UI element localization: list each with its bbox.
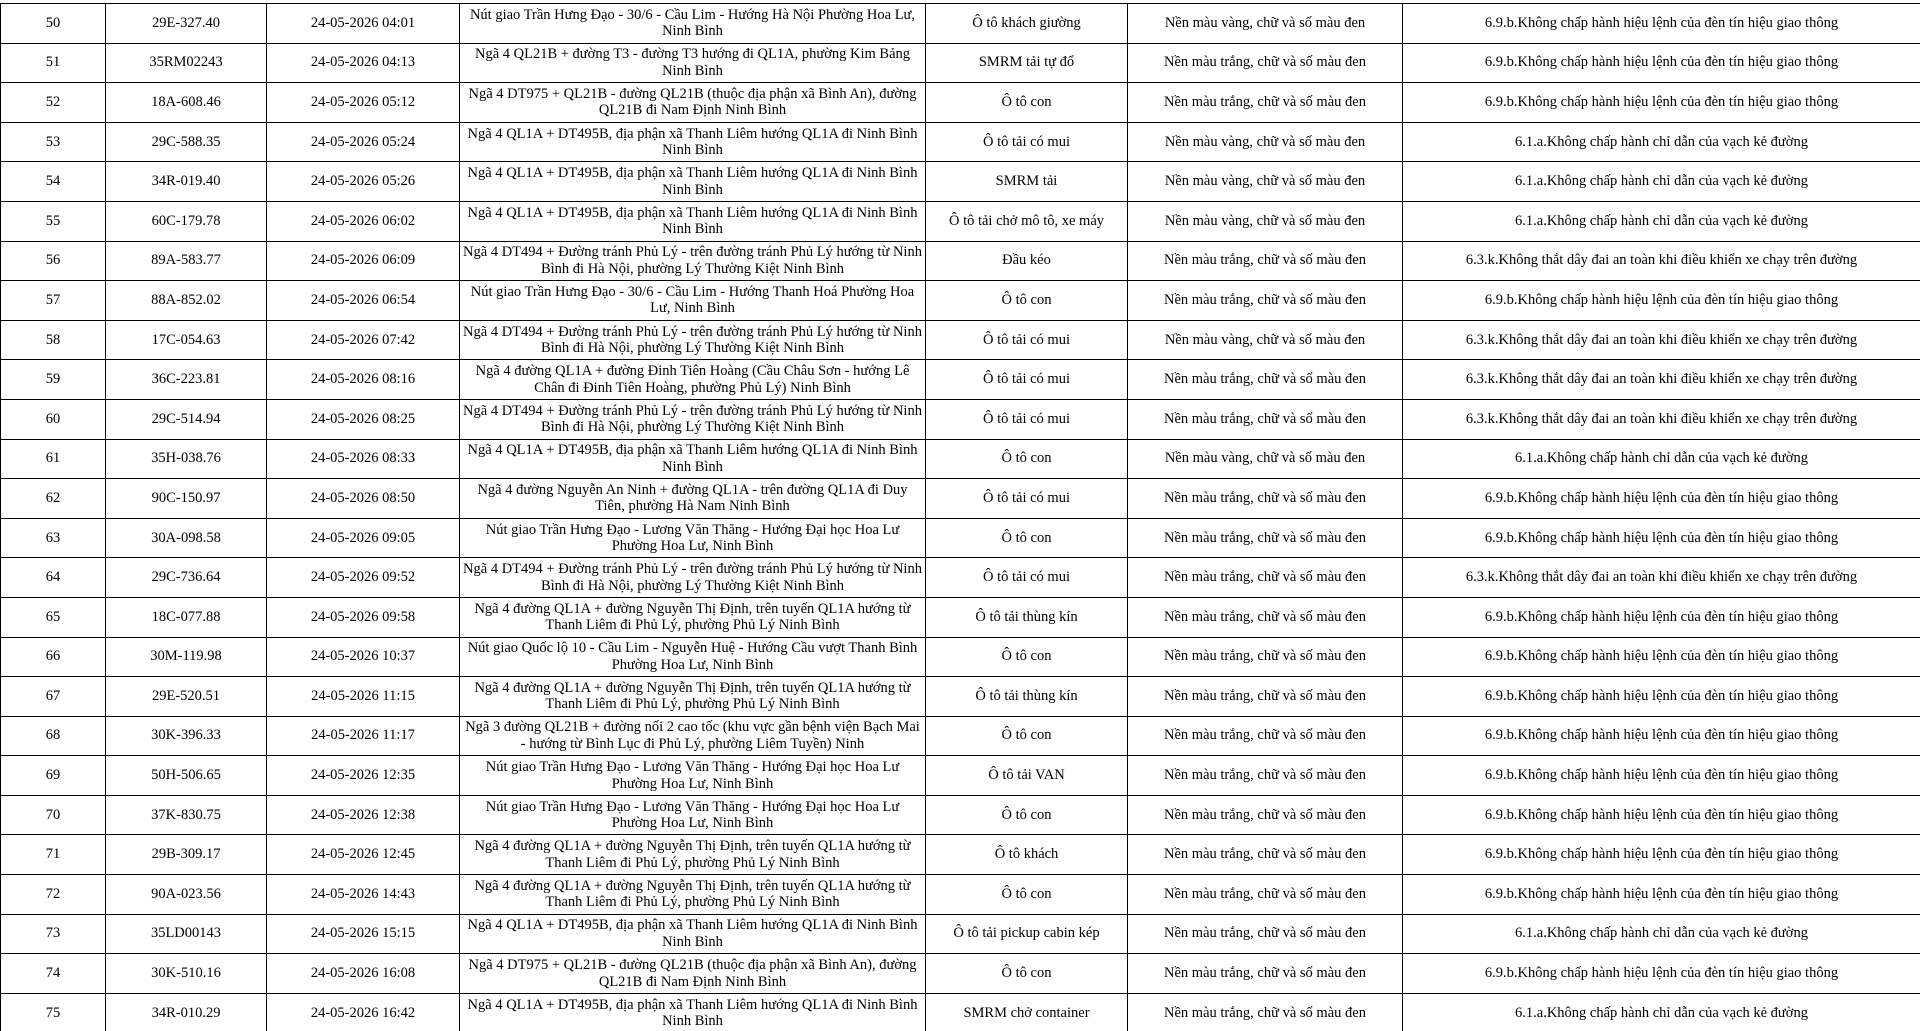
- row-number-cell: 52: [1, 83, 106, 123]
- location-text: Ngã 4 QL1A + DT495B, địa phận xã Thanh Liêm hướng QL1A đi Ninh Bình Ninh Bình: [467, 165, 918, 198]
- vehicle-type-cell: Ô tô con: [926, 281, 1128, 321]
- vehicle-type-cell: Ô tô tải chở mô tô, xe máy: [926, 201, 1128, 241]
- location-text: Ngã 3 đường QL21B + đường nối 2 cao tốc (khu vực gần bệnh viện Bạch Mai - hướng từ Bình Lục đi Phủ Lý, phường Liêm Tuyền) Ninh: [465, 719, 920, 752]
- row-number-cell: 62: [1, 479, 106, 519]
- location-cell: [460, 954, 926, 994]
- license-plate-cell: 29E-520.51: [106, 677, 267, 717]
- location-cell: [460, 281, 926, 321]
- plate-color-cell: Nền màu vàng, chữ và số màu đen: [1128, 122, 1403, 162]
- row-number-cell: 56: [1, 241, 106, 281]
- table-row: [1, 4, 1920, 44]
- plate-color-cell: Nền màu vàng, chữ và số màu đen: [1128, 4, 1403, 44]
- location-text: Ngã 4 đường Nguyễn An Ninh + đường QL1A - trên đường QL1A đi Duy Tiên, phường Hà Nam Ninh Bình: [477, 481, 908, 515]
- license-plate-cell: 34R-010.29: [106, 993, 267, 1031]
- license-plate-cell: 29C-736.64: [106, 558, 267, 598]
- violation-cell: 6.9.b.Không chấp hành hiệu lệnh của đèn tín hiệu giao thông: [1403, 43, 1920, 83]
- violation-cell: 6.9.b.Không chấp hành hiệu lệnh của đèn tín hiệu giao thông: [1403, 795, 1920, 835]
- plate-color-cell: Nền màu trắng, chữ và số màu đen: [1128, 914, 1403, 954]
- license-plate-cell: 90A-023.56: [106, 875, 267, 915]
- vehicle-type-cell: Đầu kéo: [926, 241, 1128, 281]
- violation-cell: 6.9.b.Không chấp hành hiệu lệnh của đèn tín hiệu giao thông: [1403, 875, 1920, 915]
- location-cell: [460, 360, 926, 400]
- location-cell: [460, 716, 926, 756]
- violation-cell: 6.1.a.Không chấp hành chỉ dẫn của vạch kẻ đường: [1403, 162, 1920, 202]
- plate-color-cell: Nền màu trắng, chữ và số màu đen: [1128, 795, 1403, 835]
- plate-color-cell: Nền màu trắng, chữ và số màu đen: [1128, 281, 1403, 321]
- location-text: Ngã 4 đường QL1A + đường Nguyễn Thị Định, trên tuyến QL1A hướng từ Thanh Liêm đi Phủ Lý, phường Phủ Lý Ninh Bình: [474, 877, 911, 911]
- plate-color-cell: Nền màu trắng, chữ và số màu đen: [1128, 518, 1403, 558]
- plate-color-cell: Nền màu vàng, chữ và số màu đen: [1128, 320, 1403, 360]
- vehicle-type-cell: Ô tô tải có mui: [926, 320, 1128, 360]
- table-row: [1, 597, 1920, 637]
- plate-color-cell: Nền màu trắng, chữ và số màu đen: [1128, 993, 1403, 1031]
- vehicle-type-cell: Ô tô con: [926, 954, 1128, 994]
- row-number-cell: 61: [1, 439, 106, 479]
- table-row: [1, 281, 1920, 321]
- row-number-cell: 63: [1, 518, 106, 558]
- violation-time-cell: 24-05-2026 11:17: [267, 716, 460, 756]
- plate-color-cell: Nền màu trắng, chữ và số màu đen: [1128, 241, 1403, 281]
- row-number-cell: 55: [1, 201, 106, 241]
- vehicle-type-cell: Ô tô tải pickup cabin kép: [926, 914, 1128, 954]
- license-plate-cell: 35RM02243: [106, 43, 267, 83]
- table-row: [1, 162, 1920, 202]
- violation-time-cell: 24-05-2026 14:43: [267, 875, 460, 915]
- location-cell: [460, 597, 926, 637]
- license-plate-cell: 30M-119.98: [106, 637, 267, 677]
- violation-cell: 6.1.a.Không chấp hành chỉ dẫn của vạch kẻ đường: [1403, 122, 1920, 162]
- table-row: [1, 518, 1920, 558]
- plate-color-cell: Nền màu trắng, chữ và số màu đen: [1128, 43, 1403, 83]
- license-plate-cell: 29E-327.40: [106, 4, 267, 44]
- violation-time-cell: 24-05-2026 09:58: [267, 597, 460, 637]
- table-row: [1, 241, 1920, 281]
- row-number-cell: 51: [1, 43, 106, 83]
- location-cell: [460, 518, 926, 558]
- violations-table-body: [1, 4, 1920, 1031]
- violation-cell: 6.9.b.Không chấp hành hiệu lệnh của đèn tín hiệu giao thông: [1403, 281, 1920, 321]
- violation-time-cell: 24-05-2026 06:02: [267, 201, 460, 241]
- location-cell: [460, 875, 926, 915]
- plate-color-cell: Nền màu trắng, chữ và số màu đen: [1128, 597, 1403, 637]
- license-plate-cell: 18C-077.88: [106, 597, 267, 637]
- location-cell: [460, 201, 926, 241]
- location-text: Nút giao Quốc lộ 10 - Cầu Lim - Nguyễn Huệ - Hướng Cầu vượt Thanh Bình Phường Hoa Lư, Ninh Bình: [467, 640, 918, 673]
- violation-time-cell: 24-05-2026 06:54: [267, 281, 460, 321]
- license-plate-cell: 18A-608.46: [106, 83, 267, 123]
- row-number-cell: 69: [1, 756, 106, 796]
- violation-time-cell: 24-05-2026 12:38: [267, 795, 460, 835]
- row-number-cell: 58: [1, 320, 106, 360]
- row-number-cell: 70: [1, 795, 106, 835]
- plate-color-cell: Nền màu trắng, chữ và số màu đen: [1128, 716, 1403, 756]
- location-cell: [460, 439, 926, 479]
- violation-time-cell: 24-05-2026 04:01: [267, 4, 460, 44]
- table-row: [1, 637, 1920, 677]
- vehicle-type-cell: Ô tô con: [926, 716, 1128, 756]
- row-number-cell: 73: [1, 914, 106, 954]
- violation-time-cell: 24-05-2026 05:24: [267, 122, 460, 162]
- table-row: [1, 716, 1920, 756]
- vehicle-type-cell: SMRM tải: [926, 162, 1128, 202]
- violation-time-cell: 24-05-2026 10:37: [267, 637, 460, 677]
- violation-cell: 6.9.b.Không chấp hành hiệu lệnh của đèn tín hiệu giao thông: [1403, 954, 1920, 994]
- row-number-cell: 74: [1, 954, 106, 994]
- table-row: [1, 201, 1920, 241]
- violation-cell: 6.9.b.Không chấp hành hiệu lệnh của đèn tín hiệu giao thông: [1403, 4, 1920, 44]
- table-row: [1, 835, 1920, 875]
- vehicle-type-cell: Ô tô tải thùng kín: [926, 677, 1128, 717]
- violation-cell: 6.9.b.Không chấp hành hiệu lệnh của đèn tín hiệu giao thông: [1403, 756, 1920, 796]
- violation-cell: 6.9.b.Không chấp hành hiệu lệnh của đèn tín hiệu giao thông: [1403, 83, 1920, 123]
- location-cell: [460, 122, 926, 162]
- location-text: Nút giao Trần Hưng Đạo - Lương Văn Thăng - Hướng Đại học Hoa Lư Phường Hoa Lư, Ninh Bình: [485, 798, 900, 832]
- plate-color-cell: Nền màu vàng, chữ và số màu đen: [1128, 201, 1403, 241]
- location-cell: [460, 993, 926, 1031]
- location-cell: [460, 914, 926, 954]
- license-plate-cell: 29C-588.35: [106, 122, 267, 162]
- location-cell: [460, 558, 926, 598]
- row-number-cell: 71: [1, 835, 106, 875]
- violation-cell: 6.1.a.Không chấp hành chỉ dẫn của vạch kẻ đường: [1403, 914, 1920, 954]
- location-text: Nút giao Trần Hưng Đạo - Lương Văn Thăng - Hướng Đại học Hoa Lư Phường Hoa Lư, Ninh Bình: [485, 521, 900, 555]
- location-cell: [460, 479, 926, 519]
- license-plate-cell: 29C-514.94: [106, 399, 267, 439]
- table-row: [1, 677, 1920, 717]
- location-text: Nút giao Trần Hưng Đạo - 30/6 - Cầu Lim - Hướng Hà Nội Phường Hoa Lư, Ninh Bình: [469, 6, 916, 40]
- plate-color-cell: Nền màu trắng, chữ và số màu đen: [1128, 83, 1403, 123]
- license-plate-cell: 88A-852.02: [106, 281, 267, 321]
- table-row: [1, 122, 1920, 162]
- violation-time-cell: 24-05-2026 12:45: [267, 835, 460, 875]
- violation-time-cell: 24-05-2026 11:15: [267, 677, 460, 717]
- license-plate-cell: 30K-396.33: [106, 716, 267, 756]
- location-cell: [460, 637, 926, 677]
- location-cell: [460, 4, 926, 44]
- location-text: Ngã 4 QL1A + DT495B, địa phận xã Thanh Liêm hướng QL1A đi Ninh Bình Ninh Bình: [467, 442, 918, 475]
- vehicle-type-cell: Ô tô con: [926, 83, 1128, 123]
- location-text: Ngã 4 đường QL1A + đường Đinh Tiên Hoàng (Cầu Châu Sơn - hướng Lê Chân đi Đinh Tiên Hoàng, phường Phủ Lý) Ninh Bình: [475, 363, 910, 396]
- location-text: Ngã 4 QL1A + DT495B, địa phận xã Thanh Liêm hướng QL1A đi Ninh Bình Ninh Bình: [467, 996, 918, 1030]
- row-number-cell: 53: [1, 122, 106, 162]
- plate-color-cell: Nền màu trắng, chữ và số màu đen: [1128, 875, 1403, 915]
- violations-table: [0, 3, 1920, 1031]
- violation-time-cell: 24-05-2026 05:12: [267, 83, 460, 123]
- row-number-cell: 75: [1, 993, 106, 1031]
- table-row: [1, 914, 1920, 954]
- vehicle-type-cell: Ô tô tải có mui: [926, 360, 1128, 400]
- row-number-cell: 59: [1, 360, 106, 400]
- plate-color-cell: Nền màu trắng, chữ và số màu đen: [1128, 479, 1403, 519]
- violation-time-cell: 24-05-2026 06:09: [267, 241, 460, 281]
- location-text: Nút giao Trần Hưng Đạo - Lương Văn Thăng - Hướng Đại học Hoa Lư Phường Hoa Lư, Ninh Bình: [485, 759, 900, 792]
- license-plate-cell: 17C-054.63: [106, 320, 267, 360]
- license-plate-cell: 89A-583.77: [106, 241, 267, 281]
- violation-time-cell: 24-05-2026 09:05: [267, 518, 460, 558]
- location-cell: [460, 83, 926, 123]
- violation-cell: 6.9.b.Không chấp hành hiệu lệnh của đèn tín hiệu giao thông: [1403, 479, 1920, 519]
- location-text: Ngã 4 DT975 + QL21B - đường QL21B (thuộc địa phận xã Bình An), đường QL21B đi Nam Định Ninh Bình: [468, 85, 917, 119]
- vehicle-type-cell: Ô tô khách: [926, 835, 1128, 875]
- row-number-cell: 72: [1, 875, 106, 915]
- license-plate-cell: 35LD00143: [106, 914, 267, 954]
- license-plate-cell: 30K-510.16: [106, 954, 267, 994]
- location-text: Ngã 4 đường QL1A + đường Nguyễn Thị Định, trên tuyến QL1A hướng từ Thanh Liêm đi Phủ Lý, phường Phủ Lý Ninh Bình: [474, 679, 911, 713]
- vehicle-type-cell: Ô tô tải có mui: [926, 399, 1128, 439]
- table-row: [1, 756, 1920, 796]
- row-number-cell: 68: [1, 716, 106, 756]
- row-number-cell: 65: [1, 597, 106, 637]
- plate-color-cell: Nền màu trắng, chữ và số màu đen: [1128, 399, 1403, 439]
- location-text: Ngã 4 QL1A + DT495B, địa phận xã Thanh Liêm hướng QL1A đi Ninh Bình Ninh Bình: [467, 917, 918, 950]
- license-plate-cell: 35H-038.76: [106, 439, 267, 479]
- table-row: [1, 954, 1920, 994]
- location-cell: [460, 756, 926, 796]
- vehicle-type-cell: Ô tô con: [926, 439, 1128, 479]
- vehicle-type-cell: Ô tô con: [926, 637, 1128, 677]
- table-row: [1, 875, 1920, 915]
- license-plate-cell: 36C-223.81: [106, 360, 267, 400]
- vehicle-type-cell: Ô tô tải có mui: [926, 479, 1128, 519]
- location-cell: [460, 835, 926, 875]
- vehicle-type-cell: Ô tô con: [926, 518, 1128, 558]
- location-text: Ngã 4 DT494 + Đường tránh Phủ Lý - trên đường tránh Phủ Lý hướng từ Ninh Bình đi Hà Nội, phường Lý Thường Kiệt Ninh Bình: [463, 244, 922, 277]
- license-plate-cell: 29B-309.17: [106, 835, 267, 875]
- license-plate-cell: 50H-506.65: [106, 756, 267, 796]
- license-plate-cell: 60C-179.78: [106, 201, 267, 241]
- location-cell: [460, 43, 926, 83]
- location-text: Ngã 4 QL21B + đường T3 - đường T3 hướng đi QL1A, phường Kim Bảng Ninh Bình: [474, 46, 911, 79]
- row-number-cell: 50: [1, 4, 106, 44]
- violation-time-cell: 24-05-2026 12:35: [267, 756, 460, 796]
- plate-color-cell: Nền màu vàng, chữ và số màu đen: [1128, 439, 1403, 479]
- violation-time-cell: 24-05-2026 08:16: [267, 360, 460, 400]
- location-cell: [460, 241, 926, 281]
- location-text: Ngã 4 QL1A + DT495B, địa phận xã Thanh Liêm hướng QL1A đi Ninh Bình Ninh Bình: [467, 125, 918, 159]
- violation-time-cell: 24-05-2026 15:15: [267, 914, 460, 954]
- row-number-cell: 60: [1, 399, 106, 439]
- violation-cell: 6.3.k.Không thắt dây đai an toàn khi điều khiển xe chạy trên đường: [1403, 399, 1920, 439]
- vehicle-type-cell: SMRM tải tự đổ: [926, 43, 1128, 83]
- location-text: Ngã 4 DT494 + Đường tránh Phủ Lý - trên đường tránh Phủ Lý hướng từ Ninh Bình đi Hà Nội, phường Lý Thường Kiệt Ninh Bình: [463, 323, 922, 357]
- vehicle-type-cell: Ô tô con: [926, 795, 1128, 835]
- violation-cell: 6.9.b.Không chấp hành hiệu lệnh của đèn tín hiệu giao thông: [1403, 716, 1920, 756]
- violation-cell: 6.3.k.Không thắt dây đai an toàn khi điều khiển xe chạy trên đường: [1403, 320, 1920, 360]
- location-text: Ngã 4 đường QL1A + đường Nguyễn Thị Định, trên tuyến QL1A hướng từ Thanh Liêm đi Phủ Lý, phường Phủ Lý Ninh Bình: [474, 600, 911, 634]
- violation-cell: 6.1.a.Không chấp hành chỉ dẫn của vạch kẻ đường: [1403, 439, 1920, 479]
- location-cell: [460, 320, 926, 360]
- location-text: Ngã 4 QL1A + DT495B, địa phận xã Thanh Liêm hướng QL1A đi Ninh Bình Ninh Bình: [467, 204, 918, 238]
- location-cell: [460, 162, 926, 202]
- plate-color-cell: Nền màu trắng, chữ và số màu đen: [1128, 558, 1403, 598]
- plate-color-cell: Nền màu trắng, chữ và số màu đen: [1128, 756, 1403, 796]
- plate-color-cell: Nền màu trắng, chữ và số màu đen: [1128, 677, 1403, 717]
- violation-time-cell: 24-05-2026 05:26: [267, 162, 460, 202]
- license-plate-cell: 34R-019.40: [106, 162, 267, 202]
- violation-time-cell: 24-05-2026 08:50: [267, 479, 460, 519]
- vehicle-type-cell: Ô tô tải có mui: [926, 558, 1128, 598]
- location-cell: [460, 677, 926, 717]
- plate-color-cell: Nền màu trắng, chữ và số màu đen: [1128, 637, 1403, 677]
- license-plate-cell: 37K-830.75: [106, 795, 267, 835]
- row-number-cell: 54: [1, 162, 106, 202]
- location-cell: [460, 399, 926, 439]
- location-cell: [460, 795, 926, 835]
- table-row: [1, 795, 1920, 835]
- violation-time-cell: 24-05-2026 16:42: [267, 993, 460, 1031]
- plate-color-cell: Nền màu trắng, chữ và số màu đen: [1128, 360, 1403, 400]
- violation-time-cell: 24-05-2026 09:52: [267, 558, 460, 598]
- table-row: [1, 993, 1920, 1031]
- table-row: [1, 43, 1920, 83]
- location-text: Nút giao Trần Hưng Đạo - 30/6 - Cầu Lim - Hướng Thanh Hoá Phường Hoa Lư, Ninh Bình: [470, 283, 915, 317]
- violation-cell: 6.3.k.Không thắt dây đai an toàn khi điều khiển xe chạy trên đường: [1403, 360, 1920, 400]
- row-number-cell: 67: [1, 677, 106, 717]
- violation-time-cell: 24-05-2026 04:13: [267, 43, 460, 83]
- violation-cell: 6.9.b.Không chấp hành hiệu lệnh của đèn tín hiệu giao thông: [1403, 597, 1920, 637]
- location-text: Ngã 4 DT494 + Đường tránh Phủ Lý - trên đường tránh Phủ Lý hướng từ Ninh Bình đi Hà Nội, phường Lý Thường Kiệt Ninh Bình: [463, 561, 922, 594]
- table-row: [1, 558, 1920, 598]
- violation-cell: 6.9.b.Không chấp hành hiệu lệnh của đèn tín hiệu giao thông: [1403, 518, 1920, 558]
- row-number-cell: 57: [1, 281, 106, 321]
- violation-cell: 6.9.b.Không chấp hành hiệu lệnh của đèn tín hiệu giao thông: [1403, 677, 1920, 717]
- vehicle-type-cell: Ô tô tải thùng kín: [926, 597, 1128, 637]
- table-row: [1, 479, 1920, 519]
- violation-cell: 6.9.b.Không chấp hành hiệu lệnh của đèn tín hiệu giao thông: [1403, 835, 1920, 875]
- table-row: [1, 399, 1920, 439]
- location-text: Ngã 4 đường QL1A + đường Nguyễn Thị Định, trên tuyến QL1A hướng từ Thanh Liêm đi Phủ Lý, phường Phủ Lý Ninh Bình: [474, 838, 911, 871]
- location-text: Ngã 4 DT975 + QL21B - đường QL21B (thuộc địa phận xã Bình An), đường QL21B đi Nam Định Ninh Bình: [468, 957, 917, 990]
- vehicle-type-cell: Ô tô con: [926, 875, 1128, 915]
- vehicle-type-cell: SMRM chở container: [926, 993, 1128, 1031]
- violation-time-cell: 24-05-2026 08:25: [267, 399, 460, 439]
- table-row: [1, 439, 1920, 479]
- location-text: Ngã 4 DT494 + Đường tránh Phủ Lý - trên đường tránh Phủ Lý hướng từ Ninh Bình đi Hà Nội, phường Lý Thường Kiệt Ninh Bình: [463, 402, 922, 436]
- violation-cell: 6.1.a.Không chấp hành chỉ dẫn của vạch kẻ đường: [1403, 201, 1920, 241]
- violation-cell: 6.3.k.Không thắt dây đai an toàn khi điều khiển xe chạy trên đường: [1403, 241, 1920, 281]
- violation-time-cell: 24-05-2026 08:33: [267, 439, 460, 479]
- vehicle-type-cell: Ô tô tải VAN: [926, 756, 1128, 796]
- license-plate-cell: 90C-150.97: [106, 479, 267, 519]
- table-row: [1, 83, 1920, 123]
- table-row: [1, 360, 1920, 400]
- vehicle-type-cell: Ô tô khách giường: [926, 4, 1128, 44]
- violation-cell: 6.9.b.Không chấp hành hiệu lệnh của đèn tín hiệu giao thông: [1403, 637, 1920, 677]
- plate-color-cell: Nền màu vàng, chữ và số màu đen: [1128, 162, 1403, 202]
- plate-color-cell: Nền màu trắng, chữ và số màu đen: [1128, 954, 1403, 994]
- row-number-cell: 66: [1, 637, 106, 677]
- vehicle-type-cell: Ô tô tải có mui: [926, 122, 1128, 162]
- violation-cell: 6.1.a.Không chấp hành chỉ dẫn của vạch kẻ đường: [1403, 993, 1920, 1031]
- violation-time-cell: 24-05-2026 16:08: [267, 954, 460, 994]
- violation-time-cell: 24-05-2026 07:42: [267, 320, 460, 360]
- license-plate-cell: 30A-098.58: [106, 518, 267, 558]
- row-number-cell: 64: [1, 558, 106, 598]
- violation-cell: 6.3.k.Không thắt dây đai an toàn khi điều khiển xe chạy trên đường: [1403, 558, 1920, 598]
- table-row: [1, 320, 1920, 360]
- plate-color-cell: Nền màu trắng, chữ và số màu đen: [1128, 835, 1403, 875]
